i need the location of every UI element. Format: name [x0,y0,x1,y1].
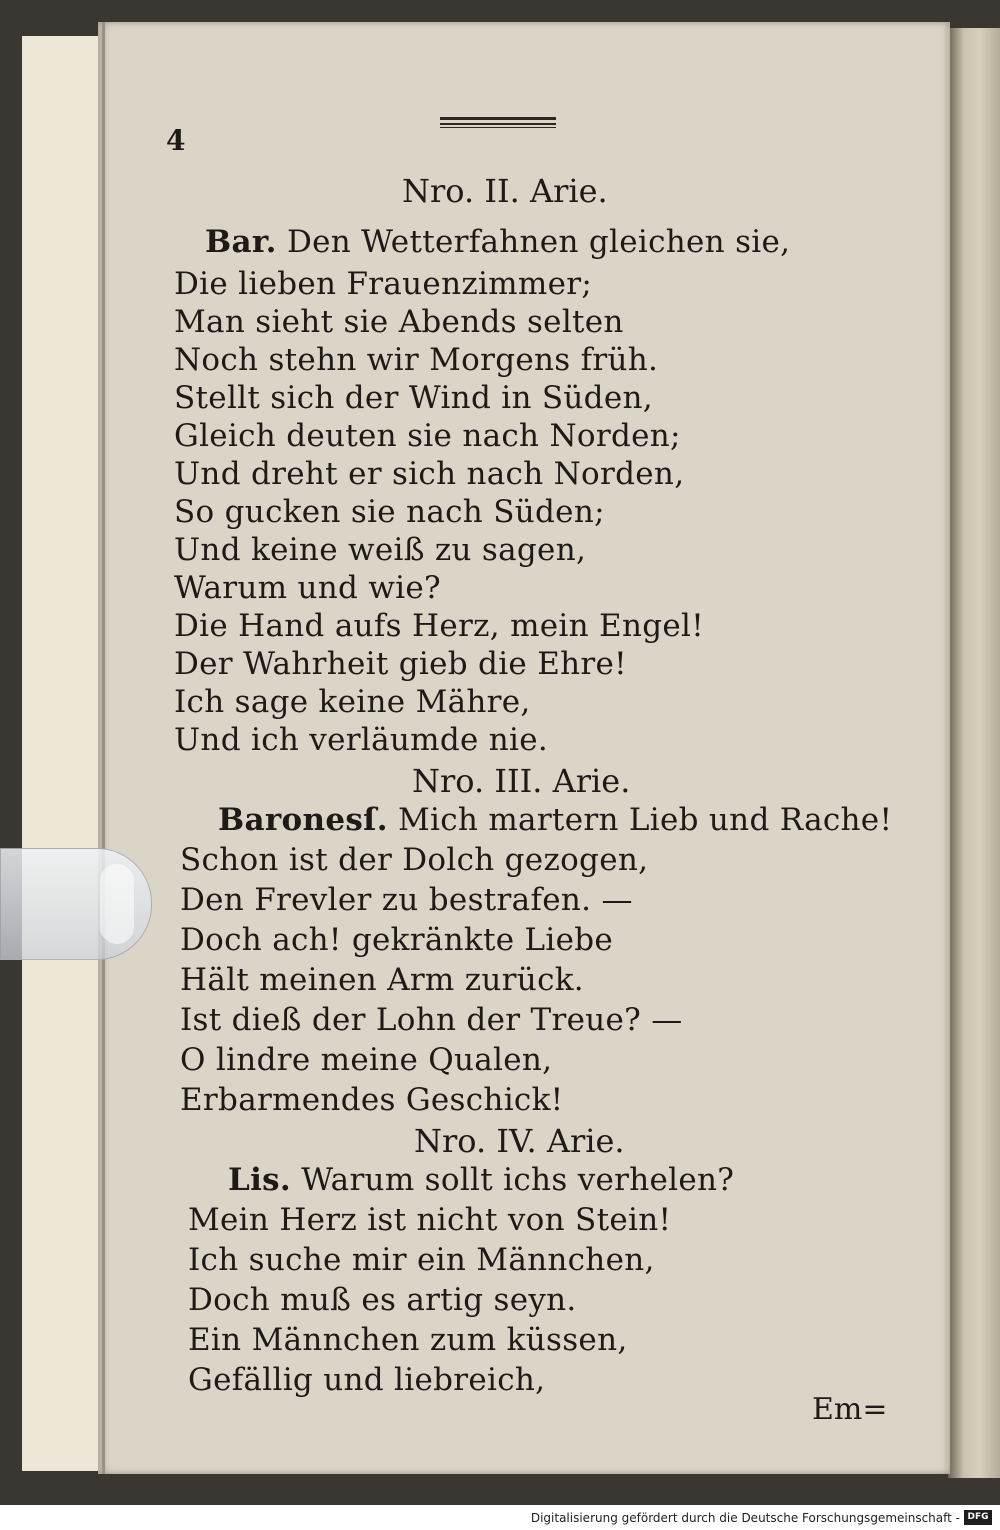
verse-line: Stellt sich der Wind in Süden, [174,380,653,416]
section-heading-4: Nro. IV. Arie. [414,1122,625,1160]
speaker-label: Bar. [205,224,277,260]
footer-bar [0,1505,1000,1530]
verse-line: Und keine weiß zu sagen, [174,532,587,568]
speaker-label: Lis. [228,1162,292,1198]
verse-line: Die Hand aufs Herz, mein Engel! [174,608,705,644]
verse-line: Man sieht sie Abends selten [174,304,624,340]
verse-line: Und ich verläumde nie. [174,722,549,758]
page-inner-edge [102,22,105,1474]
right-page-strip [948,28,1000,1478]
verse-line: Noch stehn wir Morgens früh. [174,342,659,378]
verse-line: Den Frevler zu bestrafen. — [180,882,633,918]
verse-text: Den Wetterfahnen gleichen sie, [286,224,791,260]
verse-line: So gucken sie nach Süden; [174,494,605,530]
verse-line [205,224,790,260]
section-heading-2: Nro. II. Arie. [402,172,608,210]
catchword: Em= [812,1392,888,1427]
verse-line: Der Wahrheit gieb die Ehre! [174,646,627,682]
page-number: 4 [166,124,186,157]
verse-line: Ist dieß der Lohn der Treue? — [180,1002,683,1038]
verse-line: Hält meinen Arm zurück. [180,962,584,998]
verse-line: Und dreht er sich nach Norden, [174,456,685,492]
verse-line: Die lieben Frauenzimmer; [174,266,593,302]
verse-line: Ich sage keine Mähre, [174,684,531,720]
verse-line: Mein Herz ist nicht von Stein! [188,1202,672,1238]
verse-line: Doch ach! gekränkte Liebe [180,922,614,958]
verse-text: Mich martern Lieb und Rache! [398,802,893,838]
verse-line: Warum und wie? [174,570,441,606]
verse-line: Doch muß es artig seyn. [188,1282,577,1318]
header-ornament [440,117,556,129]
funding-notice: Digitalisierung gefördert durch die Deutsche Forschungsgemeinschaft - [530,1511,960,1525]
speaker-label: Baronesſ. [218,802,388,838]
verse-line: Ich suche mir ein Männchen, [188,1242,655,1278]
verse-line: Gleich deuten sie nach Norden; [174,418,681,454]
verse-line: Schon ist der Dolch gezogen, [180,842,649,878]
verse-line: Erbarmendes Geschick! [180,1082,564,1118]
dfg-logo: DFG [964,1510,992,1525]
verse-line: O lindre meine Qualen, [180,1042,553,1078]
verse-text: Warum sollt ichs verhelen? [301,1162,735,1198]
scanner-clip-highlight [100,864,134,944]
verse-line [228,1162,734,1198]
verse-line [218,802,892,838]
verse-line: Gefällig und liebreich, [188,1362,546,1398]
section-heading-3: Nro. III. Arie. [412,762,631,800]
verse-line: Ein Männchen zum küssen, [188,1322,628,1358]
